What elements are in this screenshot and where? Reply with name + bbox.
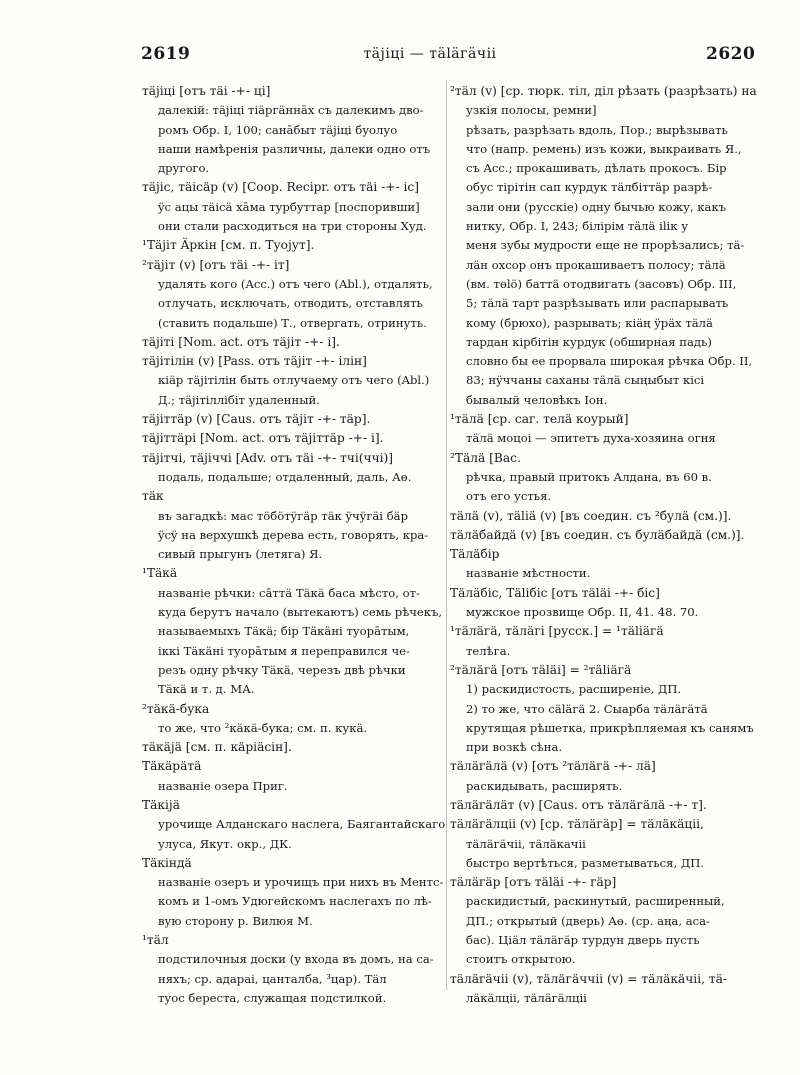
entry-definition-line: улуса, Якут. окр., ДК. xyxy=(158,836,292,851)
entry-definition-line: вую сторону р. Вилюя М. xyxy=(158,913,313,928)
entry-headword-line: ²тäлäгä [отъ тäläi] = ²тäliäгä xyxy=(450,662,632,677)
dictionary-entry xyxy=(450,410,768,449)
entry-definition-line: названіе озера Приг. xyxy=(158,778,288,793)
dictionary-entry xyxy=(142,487,460,564)
dictionary-entry xyxy=(142,757,460,796)
dictionary-entry xyxy=(142,796,460,854)
dictionary-entry xyxy=(450,622,768,661)
entry-definition-line: ÿсÿ на верхушкѣ дерева есть, говорять, кра- xyxy=(158,527,429,542)
entry-definition-line: бывалый человѣкъ Іон. xyxy=(466,392,608,407)
dictionary-entry xyxy=(142,931,460,1008)
entry-headword-line: тäкäjä [см. п. кäрiäсiн]. xyxy=(142,740,292,755)
entry-definition-line: наши намѣренія различны, далеки одно отъ xyxy=(158,141,431,156)
entry-definition-line: ромъ Обр. I, 100; санāбыт тäjiцi буолуо xyxy=(158,122,398,137)
entry-definition-line: узкія полосы, ремни] xyxy=(466,103,597,118)
dictionary-entry xyxy=(142,178,460,236)
running-header-title: тäjiцi — тäläгäчiі xyxy=(363,46,497,62)
dictionary-entry xyxy=(450,873,768,969)
entry-headword-line: тäлäбайдä (v) [въ соедин. съ булäбайдä (см.)]. xyxy=(450,527,745,542)
entry-definition-line: въ загадкѣ: мас тöбöтÿгäр тäк ÿчÿгäi бäр xyxy=(158,508,409,523)
entry-definition-line: словно бы ее прорвала широкая рѣчка Обр. II, xyxy=(466,354,753,369)
entry-headword-line: Тäкäрäтä xyxy=(142,759,202,774)
right-column xyxy=(450,82,768,1008)
entry-definition-line: стоитъ открытою. xyxy=(466,952,576,967)
dictionary-entry xyxy=(450,757,768,796)
entry-definition-line: тардан кiрбiтiн курдук (обширная падь) xyxy=(466,334,712,349)
entry-headword-line: Тäкiндä xyxy=(142,855,192,870)
entry-definition-line: то же, что ²кäкä-бука; см. п. кукä. xyxy=(158,720,368,735)
entry-headword-line: ¹Тäкä xyxy=(142,566,178,581)
entry-definition-line: урочище Алданскаго наслега, Баягантайскаго xyxy=(158,817,446,832)
dictionary-entry xyxy=(142,82,460,178)
entry-definition-line: отлучать, исключать, отводить, отставлять xyxy=(158,296,423,311)
entry-headword-line: тäjic, тäicäр (v) [Coop. Recipr. отъ тäi -+- ic] xyxy=(142,180,419,195)
entry-headword-line: Тäлäбiс, Тäliбiс [отъ тäläi -+- бiс] xyxy=(450,585,660,600)
entry-definition-line: называемыхъ Тäкä; бiр Тäкäнi туорāтым, xyxy=(158,624,410,639)
entry-definition-line: тäлä моцоі — эпитетъ духа-хозяина огня xyxy=(466,431,716,446)
entry-definition-line: куда берутъ начало (вытекаютъ) семь рѣчекъ, xyxy=(158,605,443,620)
dictionary-entry xyxy=(450,815,768,873)
entry-definition-line: зали они (русскіе) одну бычью кожу, какъ xyxy=(466,199,727,214)
entry-headword-line: тäjiттäр (v) [Caus. отъ тäjiт -+- тäр]. xyxy=(142,412,371,427)
dictionary-entry xyxy=(142,333,460,352)
entry-definition-line: комъ и 1-омъ Удюгейскомъ наслегахъ по лѣ- xyxy=(158,894,432,909)
entry-definition-line: рѣзать, разрѣзать вдоль, Пор.; вырѣзывать xyxy=(466,122,728,137)
dictionary-entry xyxy=(142,738,460,757)
entry-headword-line: Тäкijä xyxy=(142,797,180,812)
entry-definition-line: няхъ; ср. адарai, цанталба, ³цар). Тäл xyxy=(158,971,387,986)
entry-definition-line: бас). Цiäл тäлäгäр турдун дверь пусть xyxy=(466,933,700,948)
entry-definition-line: другого. xyxy=(158,161,210,176)
dictionary-entry xyxy=(450,584,768,623)
dictionary-entry xyxy=(450,970,768,1009)
entry-headword-line: тäjiтчi, тäjiччi [Adv. отъ тäi -+- тчi(ччi)] xyxy=(142,450,394,465)
dictionary-entry xyxy=(142,256,460,333)
entry-definition-line: рѣчка, правый притокъ Алдана, въ 60 в. xyxy=(466,469,712,484)
dictionary-entry xyxy=(142,854,460,931)
entry-definition-line: они стали расходиться на три стороны Худ. xyxy=(158,219,427,234)
dictionary-entry xyxy=(450,82,768,410)
entry-definition-line: раскидистый, раскинутый, расширенный, xyxy=(466,894,725,909)
entry-headword-line: тäjiтi [Nom. act. отъ тäjiт -+- i]. xyxy=(142,334,340,349)
entry-definition-line: раскидывать, расширять. xyxy=(466,778,623,793)
entry-definition-line: съ Acc.; прокашивать, дѣлать прокосъ. Бiр xyxy=(466,161,727,176)
entry-definition-line: 1) раскидистость, расширеніе, ДП. xyxy=(466,682,682,697)
entry-definition-line: кому (брюхо), разрывать; кiäң ÿрäх тäлä xyxy=(466,315,713,330)
entry-definition-line: названіе мѣстности. xyxy=(466,566,591,581)
entry-definition-line: подстилочныя доски (у входа въ домъ, на са- xyxy=(158,952,434,967)
entry-definition-line: лäкäлцiі, тäлäгäлцiі xyxy=(466,990,587,1005)
dictionary-entry xyxy=(450,526,768,545)
entry-definition-line: iккi Тäкäнi туорāтым я переправился че- xyxy=(158,643,410,658)
entry-definition-line: меня зубы мудрости еще не прорѣзались; тä- xyxy=(466,238,745,253)
entry-definition-line: нитку, Обр. I, 243; бiлiрiм тäлä iliк у xyxy=(466,219,689,234)
entry-definition-line: быстро вертѣться, разметываться, ДП. xyxy=(466,855,705,870)
entry-headword-line: тäлä (v), тäliä (v) [въ соедин. съ ²булä (см.)]. xyxy=(450,508,732,523)
entry-headword-line: Тäлäбiр xyxy=(450,547,500,562)
entry-headword-line: ²тäкä-бука xyxy=(142,701,210,716)
entry-headword-line: тäjiттäрi [Nom. act. отъ тäjiттäр -+- i]. xyxy=(142,431,384,446)
entry-definition-line: телѣга. xyxy=(466,643,511,658)
dictionary-entry xyxy=(142,564,460,699)
right-page-number: 2620 xyxy=(706,44,756,64)
entry-definition-line: тäлäгäчiі, тäлäкачiі xyxy=(466,836,586,851)
entry-definition-line: 5; тäлä тарт разрѣзывать или распарывать xyxy=(466,296,729,311)
entry-definition-line: (ставить подальше) Т., отвергать, отринуть. xyxy=(158,315,427,330)
dictionary-entry xyxy=(142,410,460,429)
entry-definition-line: мужское прозвище Обр. II, 41. 48. 70. xyxy=(466,605,699,620)
dictionary-entry xyxy=(142,236,460,255)
entry-definition-line: Д.; тäjiтiллiбiт удаленный. xyxy=(158,392,320,407)
dictionary-entry xyxy=(142,429,460,448)
entry-headword-line: тäjiцi [отъ тäi -+- цi] xyxy=(142,84,271,98)
dictionary-entry xyxy=(450,507,768,526)
entry-definition-line: ÿс ацы тäicä хāма турбуттар [поспоривши] xyxy=(158,199,420,214)
entry-definition-line: при возкѣ сѣна. xyxy=(466,740,563,755)
column-divider xyxy=(446,80,447,990)
entry-definition-line: далекiй: тäjiцi тiäргäннāх съ далекимъ дво- xyxy=(158,103,424,118)
entry-headword-line: тäлäгäлä (v) [отъ ²тäлäгä -+- лä] xyxy=(450,759,656,774)
dictionary-entry xyxy=(450,449,768,507)
entry-definition-line: кiäр тäjiтiлiн быть отлучаему отъ чего (Abl.) xyxy=(158,373,430,388)
entry-definition-line: резъ одну рѣчку Тäкä, черезъ двѣ рѣчки xyxy=(158,662,406,677)
entry-definition-line: 2) то же, что сäläгä 2. Сыарба тäлäгäтä xyxy=(466,701,708,716)
entry-headword-line: ¹тäлäгä, тäлäгi [русск.] = ¹тäliäгä xyxy=(450,624,664,639)
entry-definition-line: 83; нÿччаны саханы тäлä сыңыбыт кiсi xyxy=(466,373,705,388)
entry-definition-line: сивый прыгунъ (летяга) Я. xyxy=(158,547,323,562)
entry-definition-line: ДП.; открытый (дверь) Аө. (ср. аңа, аса- xyxy=(466,913,710,928)
entry-definition-line: отъ его устья. xyxy=(466,489,552,504)
dictionary-entry xyxy=(142,449,460,488)
entry-definition-line: лäн охсор онъ прокашиваетъ полосу; тäлä xyxy=(466,257,726,272)
entry-definition-line: обус тiрiтiн сап курдук тäлбiттäр разрѣ- xyxy=(466,180,713,195)
entry-definition-line: Тäкä и т. д. МА. xyxy=(158,682,255,697)
entry-definition-line: удалять кого (Acc.) отъ чего (Abl.), отдалять, xyxy=(158,276,433,291)
entry-headword-line: тäлäгäр [отъ тäläi -+- гäр] xyxy=(450,875,617,890)
entry-headword-line: ²тäjiт (v) [отъ тäi -+- iт] xyxy=(142,257,290,272)
entry-headword-line: ²Тäлä [Вас. xyxy=(450,450,521,465)
entry-headword-line: ¹тäлä [ср. саг. телä коурый] xyxy=(450,412,629,427)
dictionary-entry xyxy=(142,352,460,410)
entry-headword-line: ²тäл (v) [ср. тюрк. тiл, дiл рѣзать (разрѣзать) на xyxy=(450,84,757,98)
dictionary-entry xyxy=(142,700,460,739)
dictionary-entry xyxy=(450,796,768,815)
entry-definition-line: (вм. төlö) баттä отодвигать (засовъ) Обр. III, xyxy=(466,276,737,291)
entry-headword-line: тäк xyxy=(142,489,164,504)
left-page-number: 2619 xyxy=(141,44,191,64)
entry-definition-line: что (напр. ремень) изъ кожи, выкраивать Я., xyxy=(466,141,742,156)
entry-definition-line: названіе озеръ и урочищъ при нихъ въ Ментс- xyxy=(158,875,444,890)
entry-definition-line: туос береста, служащая подстилкой. xyxy=(158,990,387,1005)
entry-headword-line: тäлäгäчiі (v), тäлäгäччiі (v) = тäлäкäчiі, тä- xyxy=(450,971,727,986)
left-column xyxy=(142,82,460,1008)
entry-definition-line: названіе рѣчки: сāттä Тäкä баса мѣсто, от- xyxy=(158,585,420,600)
entry-definition-line: подаль, подальше; отдаленный, даль, Аө. xyxy=(158,469,412,484)
entry-headword-line: тäjiтiлiн (v) [Pass. отъ тäjiт -+- iлiн] xyxy=(142,354,367,369)
entry-headword-line: ¹Тäjiт Äркiн [см. п. Туоjут]. xyxy=(142,238,315,253)
dictionary-entry xyxy=(450,661,768,757)
dictionary-entry xyxy=(450,545,768,584)
entry-definition-line: крутящая рѣшетка, прикрѣпляемая къ санямъ xyxy=(466,720,754,735)
entry-headword-line: тäлäгäлäт (v) [Caus. отъ тäлäгäлä -+- т]. xyxy=(450,797,707,812)
entry-headword-line: тäлäгäлцiі (v) [ср. тäлäгäр] = тäлäкäцiі, xyxy=(450,817,704,832)
entry-headword-line: ¹тäл xyxy=(142,933,169,948)
